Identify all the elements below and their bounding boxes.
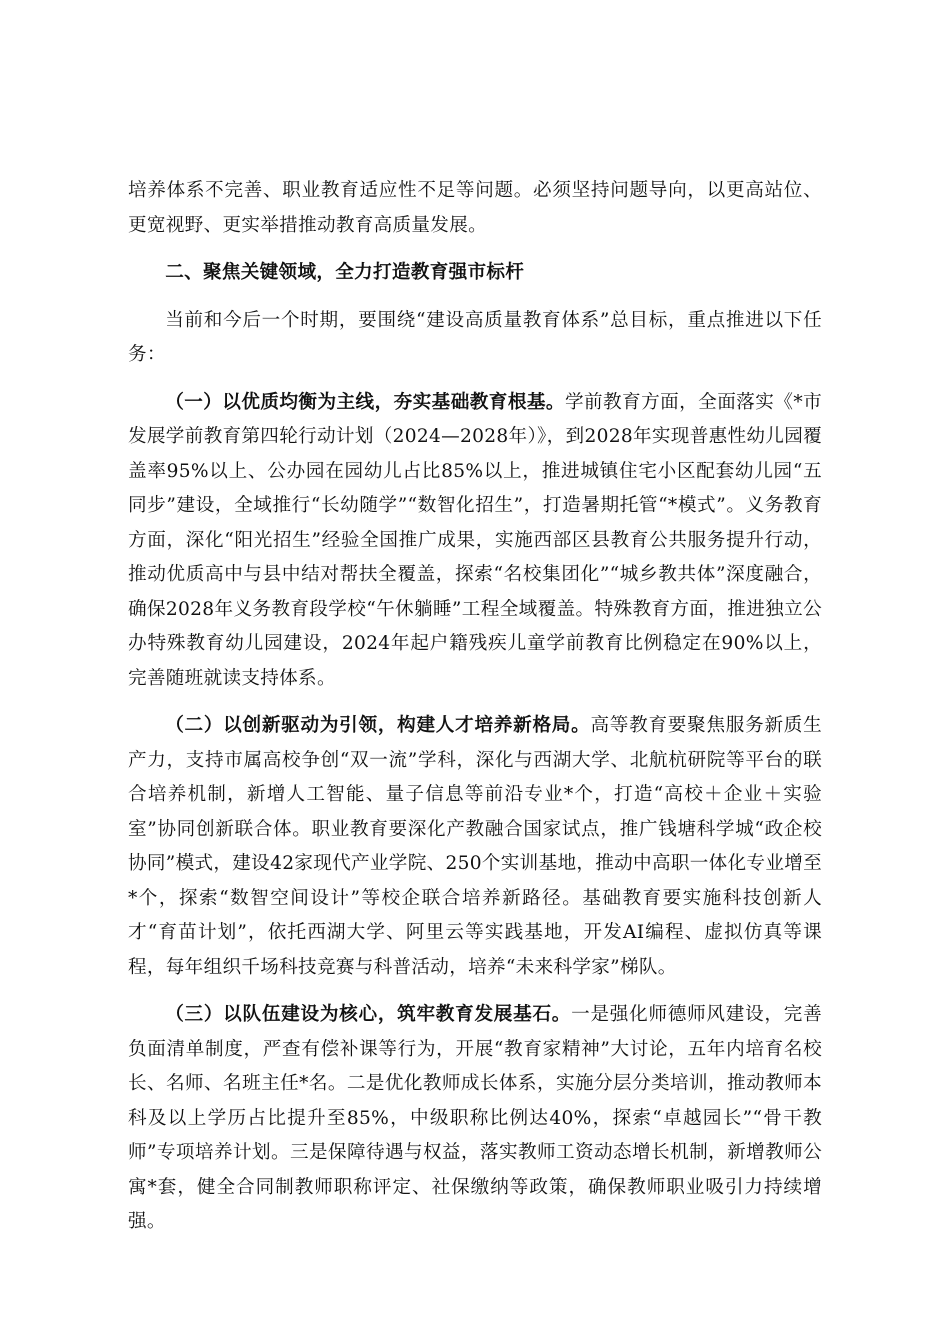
paragraph-innovation bbox=[128, 709, 822, 985]
paragraph-text: 高等教育要聚焦服务新质生产力，支持市属高校争创“双一流”学科，深化与西湖大学、北航杭研院等平台的联合培养机制，新增人工智能、量子信息等前沿专业*个，打造“高校＋企业＋实验室”协同创新联合体。职业教育要深化产教融合国家试点，推广钱塘科学城“政企校协同”模式，建设42家现代产业学院、250个实训基地，推动中高职一体化专业增至*个，探索“数智空间设计”等校企联合培养新路径。基础教育要实施科技创新人才“育苗计划”，依托西湖大学、阿里云等实践基地，开发AI编程、虚拟仿真等课程，每年组织千场科技竞赛与科普活动，培养“未来科学家”梯队。 bbox=[128, 715, 822, 978]
paragraph-text: 培养体系不完善、职业教育适应性不足等问题。必须坚持问题导向，以更高站位、更宽视野、更实举措推动教育高质量发展。 bbox=[128, 180, 822, 236]
paragraph-teachers bbox=[128, 998, 822, 1240]
paragraph-lead: （二）以创新驱动为引领，构建人才培养新格局。 bbox=[165, 715, 591, 736]
paragraph-text: 当前和今后一个时期，要围绕“建设高质量教育体系”总目标，重点推进以下任务： bbox=[128, 309, 822, 365]
section-heading bbox=[128, 256, 822, 291]
paragraph-text: 学前教育方面，全面落实《*市发展学前教育第四轮行动计划（2024—2028年）》，到2028年实现普惠性幼儿园覆盖率95%以上、公办园在园幼儿占比85%以上，推进城镇住宅小区配套幼儿园“五同步”建设，全域推行“长幼随学”“数智化招生”，打造暑期托管“*模式”。义务教育方面，深化“阳光招生”经验全国推广成果，实施西部区县教育公共服务提升行动，推动优质高中与县中结对帮扶全覆盖，探索“名校集团化”“城乡教共体”深度融合，确保2028年义务教育段学校“午休躺睡”工程全域覆盖。特殊教育方面，推进独立公办特殊教育幼儿园建设，2024年起户籍残疾儿童学前教育比例稳定在90%以上，完善随班就读支持体系。 bbox=[128, 391, 822, 689]
paragraph-lead: （三）以队伍建设为核心，筑牢教育发展基石。 bbox=[165, 1004, 572, 1025]
document-body bbox=[128, 174, 822, 1240]
paragraph-basic-education bbox=[128, 386, 822, 697]
paragraph-continuation bbox=[128, 174, 822, 243]
section-heading-text: 二、聚焦关键领域，全力打造教育强市标杆 bbox=[165, 262, 525, 283]
paragraph-lead: （一）以优质均衡为主线，夯实基础教育根基。 bbox=[165, 391, 565, 413]
paragraph-intro bbox=[128, 304, 822, 373]
paragraph-text: 一是强化师德师风建设，完善负面清单制度，严查有偿补课等行为，开展“教育家精神”大讨论，五年内培育名校长、名师、名班主任*名。二是优化教师成长体系，实施分层分类培训，推动教师本科及以上学历占比提升至85%，中级职称比例达40%，探索“卓越园长”“骨干教师”专项培养计划。三是保障待遇与权益，落实教师工资动态增长机制，新增教师公寓*套，健全合同制教师职称评定、社保缴纳等政策，确保教师职业吸引力持续增强。 bbox=[128, 1004, 822, 1232]
